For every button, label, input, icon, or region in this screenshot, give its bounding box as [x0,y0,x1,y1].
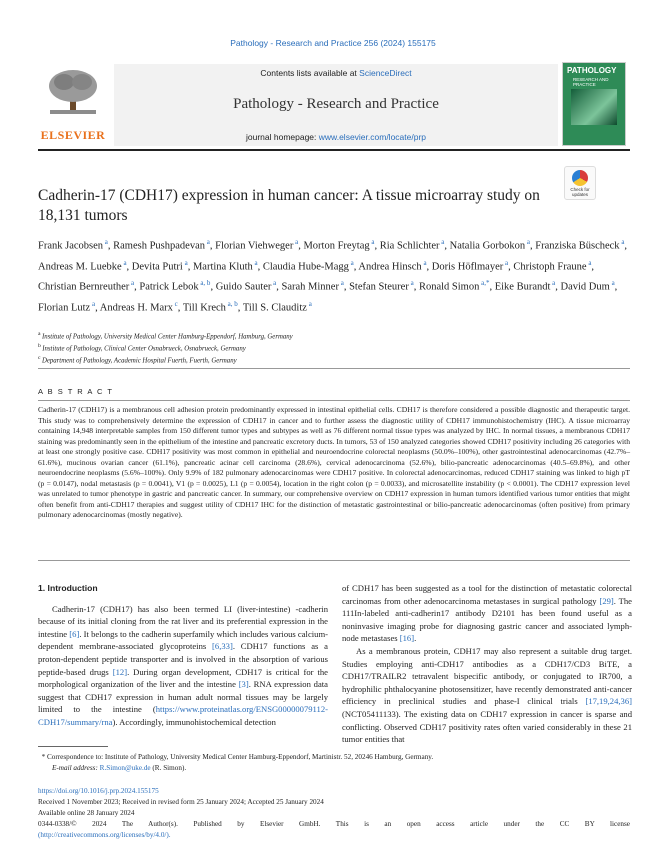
author-name[interactable]: Martina Kluth [192,261,253,272]
affiliation-text: Institute of Pathology, Clinical Center Osnabrueck, Osnabrueck, Germany [42,345,246,353]
license-line-2 [38,830,630,841]
affiliation-mark[interactable]: a [408,279,414,287]
author-name[interactable]: Florian Viehweger [215,240,294,252]
paragraph-text: of CDH17 has been suggested as a tool for the distinction of metastatic colorectal carcinomas from other adenocarcinoma metastases in surgical pathology [342,583,632,606]
paragraph-text: . The 111In-labeled anti-cadherin17 antibody D2101 has been found useful as a noninvasive imaging probe for diagnosing gastric cancer and associated lymph-node metastases [342,595,632,644]
citation-link[interactable]: https://www.proteinatlas.org/ENSG00000079112-CDH17/summary/rna [38,704,328,727]
abstract-heading: A B S T R A C T [38,387,114,396]
doi-link[interactable]: https://doi.org/10.1016/j.prp.2024.155175 [38,787,159,795]
author-name[interactable]: Stefan Steurer [349,281,409,293]
author-name[interactable]: David Dum [560,281,610,293]
body-paragraph [342,582,632,645]
sciencedirect-link[interactable]: ScienceDirect [359,68,412,78]
author-name[interactable]: Christian Bernreuther [38,281,130,293]
affiliation-mark[interactable]: a [271,279,277,287]
affiliation-mark[interactable]: a,* [479,279,490,287]
affiliation-list [38,330,630,365]
affiliation-mark[interactable]: a [252,258,258,267]
author-list: Frank Jacobsen $^a$, Ramesh Pushpadevan $^a$, Florian Viehweger $^a$, Morton Freytag $^a$, Ria Schlichter $^a$, Natalia Gorbokon $^a$, Franziska Büscheck $^a$, Andreas M. Luebke $^a$, Devita Putri $^a$, Martina Kluth $^a$, Claudia Hube-Magg $^a$, Andrea Hinsch $^a$, Doris Höflmayer $^a$, Christoph Fraune $^a$, Christian Bernreuther $^a$, Patrick Lebok $^{a, b}$, Guido Sauter $^a$, Sarah Minner $^a$, Stefan Steurer $^a$, Ronald Simon $^{a,*}$, Eike Burandt $^a$, David Dum $^a$, Florian Lutz $^a$, Andreas H. Marx $^c$, Till Krech $^{a, b}$, Till S. Clauditz $^a$ [38,238,628,313]
affiliation-mark[interactable]: a [586,258,592,267]
crossmark-label: Check for updates [570,187,590,197]
tree-icon [44,68,102,116]
crossmark-icon [572,170,588,186]
affiliation-mark[interactable]: a [121,258,127,267]
cover-title: PATHOLOGY [567,66,617,75]
affiliation-mark[interactable]: a [338,279,344,287]
correspondence-footnote [38,752,630,774]
elsevier-logo[interactable] [38,66,108,142]
body-paragraph [342,645,632,746]
body-column-left [38,582,328,729]
citation-link[interactable]: [16] [399,633,415,644]
affiliation-mark[interactable]: a [421,258,427,267]
body-column-right [342,582,632,746]
author-name[interactable]: Ronald Simon [418,281,480,293]
author-name[interactable]: Andreas H. Marx [99,302,173,313]
affiliation-mark[interactable]: a [90,299,96,308]
license-text: 0344-0338/© 2024 The Author(s). Published by Elsevier GmbH. This is an open access article under the CC BY license [38,820,630,828]
author-name[interactable]: Doris Höflmayer [431,261,504,272]
journal-title: Pathology - Research and Practice [233,96,439,112]
abstract-text: Cadherin-17 (CDH17) is a membranous cell adhesion protein predominantly expressed in intestinal epithelial cells. CDH17 is therefore considered a possible diagnostic and therapeutic target. This study was to comprehensively determine the expression of CDH17 in cancer and to further assess the diagnostic utility of CDH17 immunohistochemistry (IHC). A tissue microarray containing 14,948 interpretable samples from 150 different tumor types and subtypes as well as 76 different normal tissue types was analyzed by IHC. In normal tissues, a membranous CDH17 staining was predominantly seen in the epithelium of the intestine and pancreatic excretory ducts. In tumors, 53 of 150 analyzed categories showed CDH17 positivity including 26 categories with at least one strongly positive case. CDH17 positivity was most common in epithelial and neuroendocrine colorectal neoplasms (50.0%–100%), other gastrointestinal adenocarcinomas (42.7%–61.6%), mucinous ovarian cancer (61.1%), pancreatic acinar cell carcinoma (28.6%), cervical adenocarcinoma (52.6%), bilio-pancreatic adenocarcinomas (40.5–69.8%), and other neuroendocrine neoplasms (5.6%–100%). Only 9.9% of 182 pulmonary adenocarcinomas were CDH17 positive. In colorectal adenocarcinomas, reduced CDH17 staining was linked to high pT (p = 0.0147), nodal metastasis (p = 0.0041), V1 (p = 0.0025), L1 (p = 0.0054), location in the right colon (p = 0.0033), and microsatellite instability (p < 0.0001). The CDH17 expression level was unrelated to tumor phenotype in gastric and pancreatic cancer. In summary, our comprehensive overview on CDH17 expression in human tumors identified various tumor entities that might often benefit from anti-CDH17 therapies and suggest utility of CDH17 IHC for the distinction of metastatic gastrointestinal or bilio-pancreatic adenocarcinomas (often positive) from primary pulmonary adenocarcinomas (mostly negative). [38,405,630,519]
divider [38,400,630,401]
affiliation-mark[interactable]: a, b [225,299,238,308]
affiliation-mark[interactable]: a [129,279,135,287]
journal-header [38,58,630,150]
author-name[interactable]: Natalia Gorbokon [449,240,526,252]
paragraph-text: . It belongs to the cadherin superfamily which includes various calcium-dependent membrane-associated glycoproteins [38,628,328,652]
affiliation-mark[interactable]: a [609,279,615,287]
citation-link[interactable]: [6,33] [212,641,233,652]
email-link[interactable]: R.Simon@uke.de [99,764,151,772]
affiliation-mark: c [38,354,42,361]
paragraph-text: Cadherin-17 (CDH17) has also been termed LI (liver-intestine) -cadherin because of its initial cloning from the rat liver and its preferential expression in the intestine [38,603,328,639]
journal-cover[interactable] [562,62,626,146]
citation-link[interactable]: [6] [69,628,80,639]
email-line [38,763,630,774]
author-name[interactable]: Frank Jacobsen [38,240,104,252]
article-metadata [38,786,630,841]
affiliation-mark[interactable]: a [205,238,210,246]
affiliation-mark: b [38,342,43,349]
body-paragraph [38,603,328,729]
available-date: Available online 28 January 2024 [38,809,135,817]
header-divider [38,149,630,151]
affiliation-mark[interactable]: a [525,238,531,246]
affiliation-mark[interactable]: a [439,238,445,246]
author-name[interactable]: Eike Burandt [494,281,551,293]
footnote-divider [38,746,108,747]
correspondence-address: Correspondence to: Institute of Pathology, University Medical Center Hamburg-Eppendorf, Martinistr. 52, 20246 Hamburg, Germany. [46,753,434,761]
affiliation-mark[interactable]: a [503,258,509,267]
author-name[interactable]: Andrea Hinsch [358,261,422,272]
affiliation-mark[interactable]: a [293,238,299,246]
journal-reference[interactable]: Pathology - Research and Practice 256 (2024) 155175 [230,38,436,48]
affiliation-mark[interactable]: c [172,299,178,308]
affiliation-mark: a [38,331,42,337]
affiliation-mark[interactable]: a [550,279,556,287]
author-name[interactable]: Till Krech [182,302,226,313]
correspondence-text: * Correspondence to: Institute of Pathology, University Medical Center Hamburg-Eppendorf, Martinistr. 52, 20246 Hamburg, Germany. [38,753,434,761]
affiliation-mark[interactable]: a [103,238,108,246]
elsevier-wordmark: ELSEVIER [40,128,106,142]
affiliation-text: Institute of Pathology, University Medical Center Hamburg-Eppendorf, Hamburg, Germany [41,333,293,341]
author-name[interactable]: Christoph Fraune [513,261,587,272]
author-name[interactable]: Patrick Lebok [139,281,199,293]
author-name[interactable]: Till S. Clauditz [242,302,307,313]
paragraph-text: . During organ development, CDH17 is critical for the morphological organization of the liver and the intestine [38,666,328,690]
author-name[interactable]: Claudia Hube-Magg [262,261,349,272]
cover-image [571,89,617,125]
affiliation [38,342,630,354]
affiliation-mark[interactable]: a [306,299,312,308]
paragraph-text: (NCT05411133). The existing data on CDH17 expression in cancer is sparse and conflicting. Observed CDH17 positivity rates often varied considerably in these 21 tumor entities that [342,708,632,745]
contents-prefix: Contents lists available at [260,68,360,78]
contents-line [114,68,558,78]
citation-link[interactable]: [12] [112,666,128,677]
divider [38,560,630,561]
author-name[interactable]: Ramesh Pushpadevan [113,240,206,252]
received-dates: Received 1 November 2023; Received in revised form 25 January 2024; Accepted 25 January 2024 [38,798,324,806]
author-name[interactable]: Morton Freytag [303,240,370,252]
article-title: Cadherin-17 (CDH17) expression in human cancer: A tissue microarray study on 18,131 tumors [38,187,540,224]
homepage-prefix: journal homepage: [245,132,319,142]
author-name[interactable]: Andreas M. Luebke [38,261,122,272]
journal-banner [114,64,558,146]
divider [38,368,630,369]
author-name[interactable]: Devita Putri [131,261,183,272]
affiliation-mark[interactable]: a [619,238,625,246]
paragraph-text: ). Accordingly, immunohistochemical detection [112,716,276,727]
affiliation [38,330,630,342]
affiliation-mark[interactable]: a [369,238,375,246]
affiliation-mark[interactable]: a [348,258,354,267]
author-name[interactable]: Ria Schlichter [379,240,440,252]
author-name[interactable]: Franziska Büscheck [535,240,620,252]
citation-link[interactable]: [3] [238,679,249,690]
citation-link[interactable]: [17,19,24,36] [585,696,632,707]
affiliation-mark[interactable]: a [182,258,188,267]
homepage-line [114,132,558,142]
citation-link[interactable]: [29] [599,595,614,606]
affiliation-text: Department of Pathology, Academic Hospital Fuerth, Fuerth, Germany [41,356,237,364]
email-label: E-mail address: [52,764,100,772]
paragraph-text: . CDH17 functions as a proton-dependent peptide transporter and is involved in the absorption of various peptide-based drugs [38,641,328,677]
author-name[interactable]: Florian Lutz [38,302,91,313]
crossmark-badge[interactable] [564,166,596,200]
author-name[interactable]: Sarah Minner [281,281,339,293]
paragraph-text: As a membranous protein, CDH17 may also represent a suitable drug target. Studies employing anti-CDH17 antibodies as a CDH17/CD3 BiTE, a CDH17/TRAILR2 tetravalent bispecific antibody, or conjugated to IR700, a hydrophilic phthalocyanine photosensitizer, have recently demonstrated anti-cancer efficiency in preclinical studies and phase-I clinical trials [342,645,632,707]
section-heading: 1. Introduction [38,583,98,593]
affiliation-mark[interactable]: a, b [198,279,211,287]
cover-subtitle: RESEARCH AND PRACTICE [573,77,609,87]
email-suffix: (R. Simon). [150,764,187,772]
homepage-link[interactable]: www.elsevier.com/locate/prp [318,132,427,142]
paragraph-text: . [414,633,417,644]
license-link[interactable]: (http://creativecommons.org/licenses/by/4.0/). [38,831,171,839]
paragraph-text: . RNA expression data suggest that CDH17 expression in human adult normal tissues may be largely limited to the intestine ( [38,679,328,715]
author-name[interactable]: Guido Sauter [215,281,272,293]
affiliation [38,354,630,366]
